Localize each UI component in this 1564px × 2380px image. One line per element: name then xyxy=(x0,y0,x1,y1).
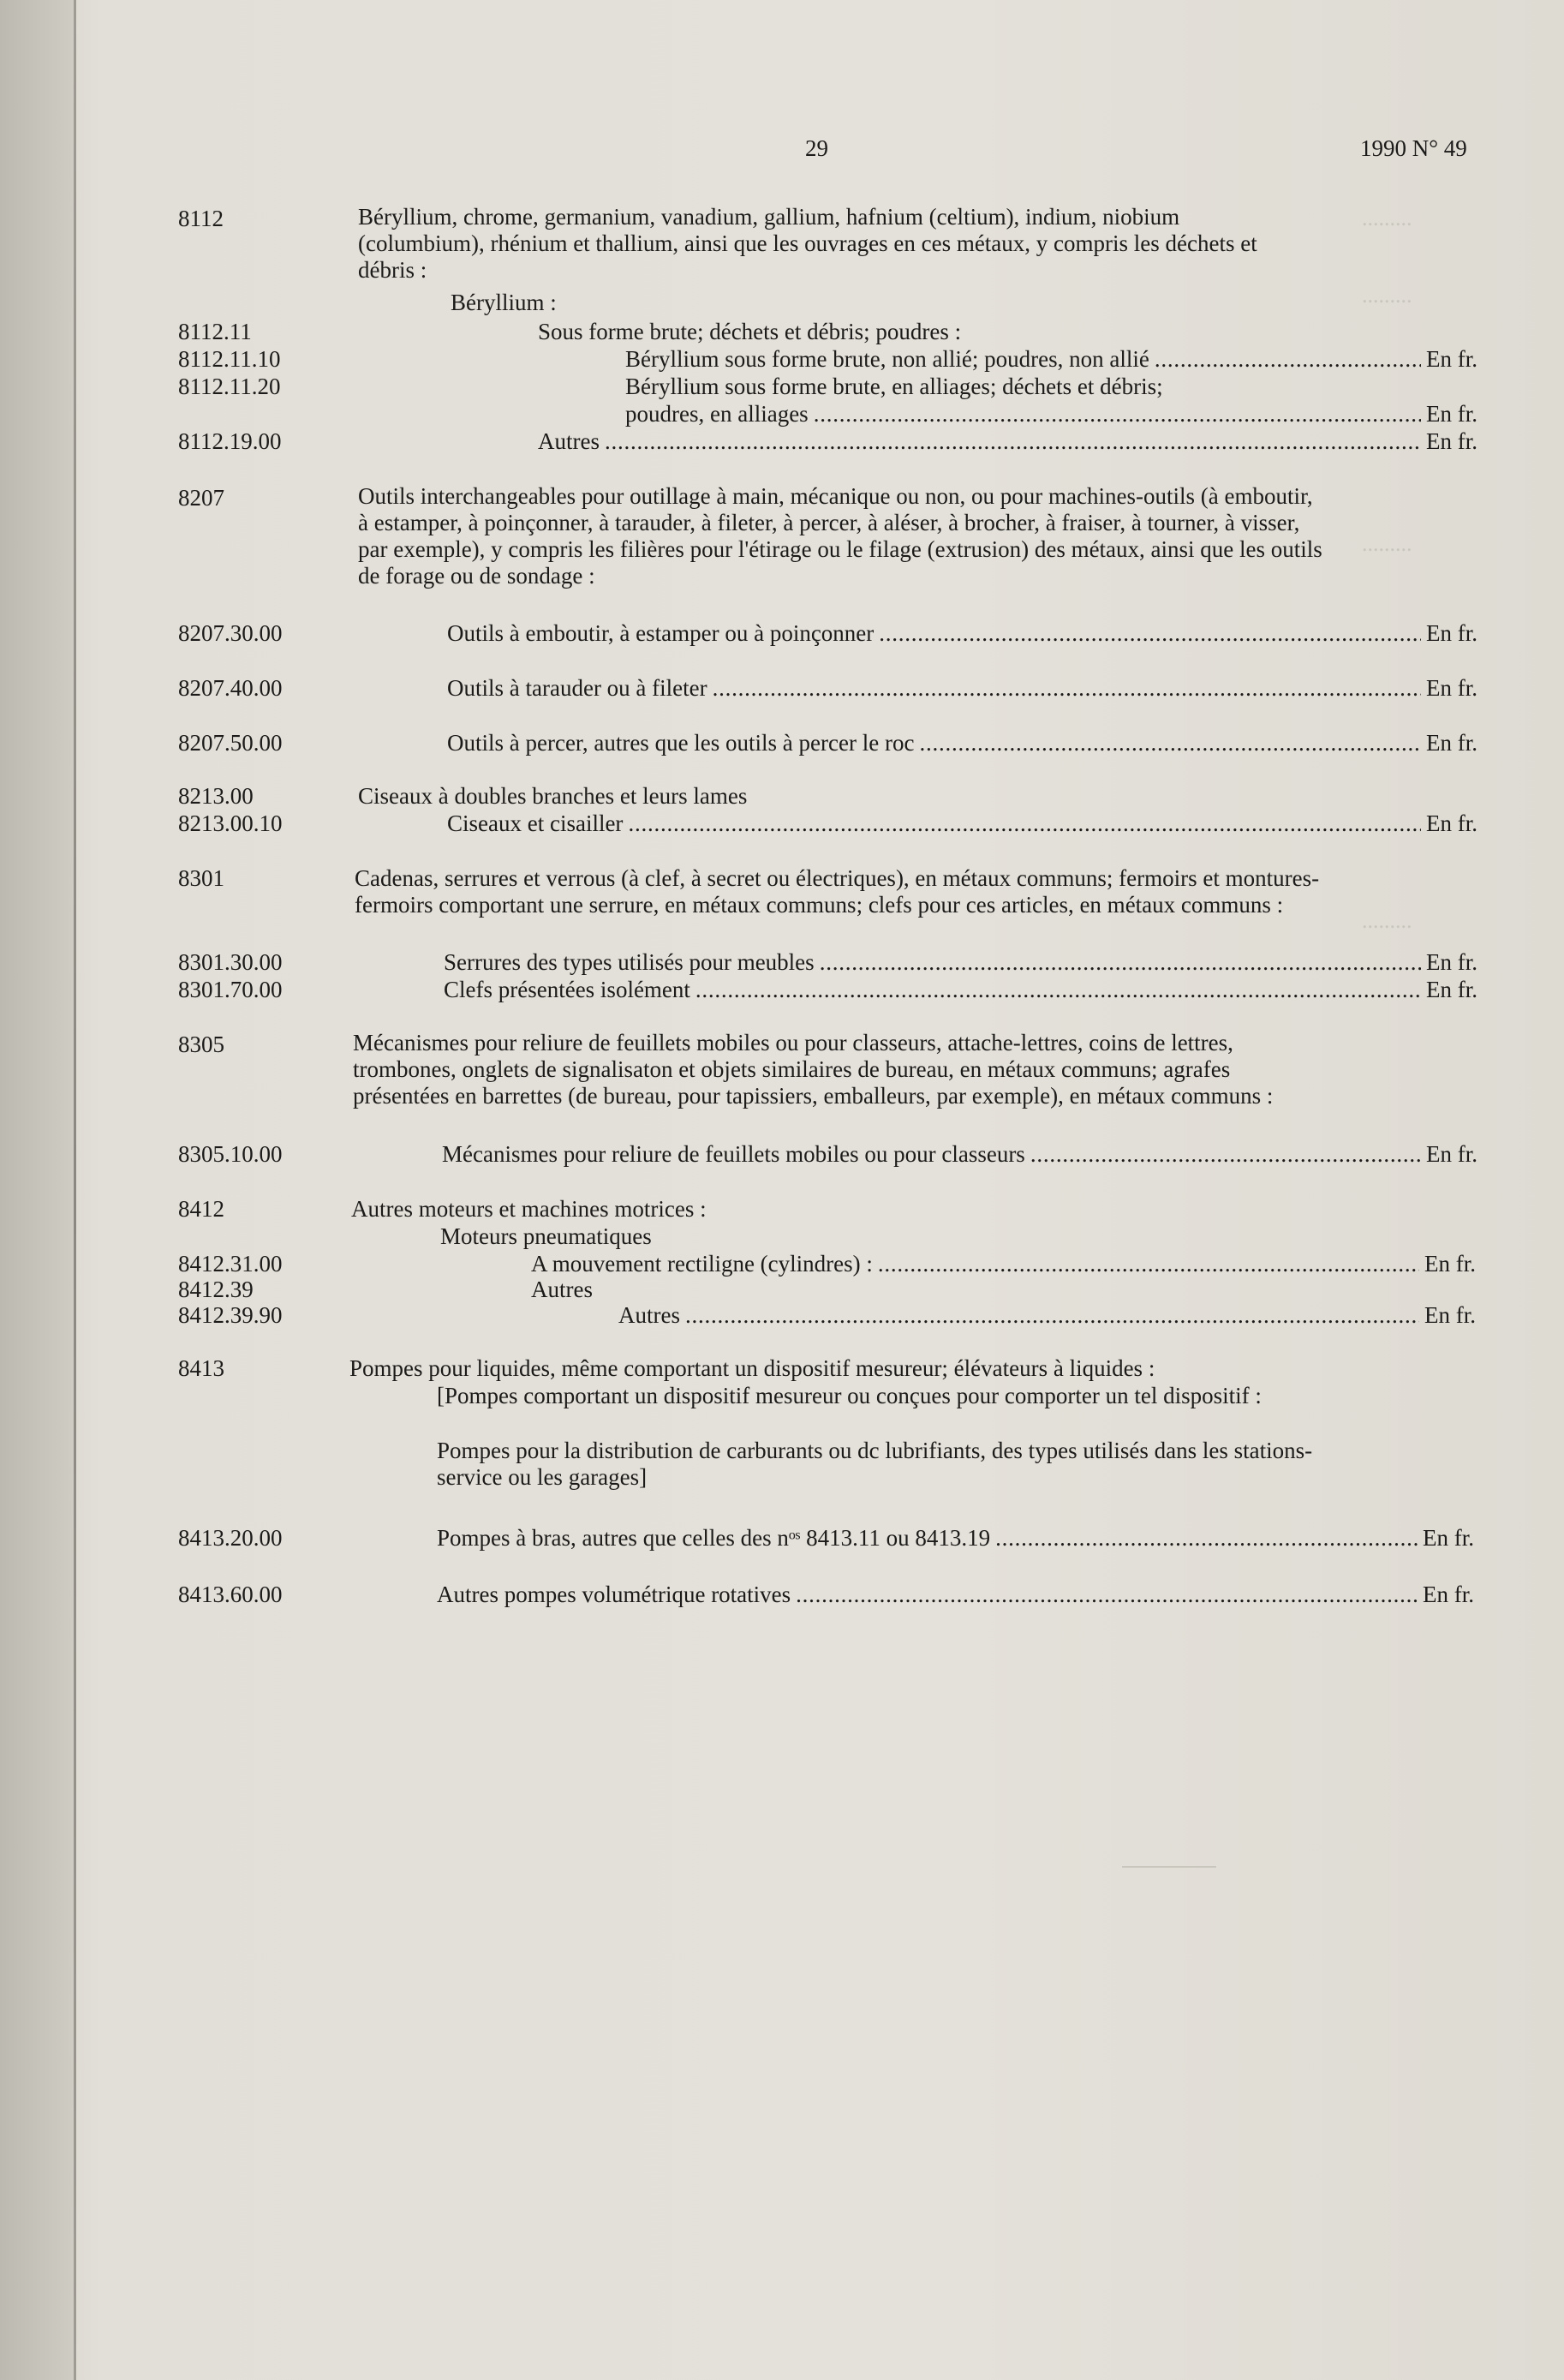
entry-value: En fr. xyxy=(1426,810,1477,836)
dot-leader xyxy=(713,675,1421,702)
entry-description: Outils à percer, autres que les outils à percer le roc xyxy=(447,730,915,756)
entry-description: Béryllium sous forme brute, en alliages; déchets et débris; xyxy=(625,374,1163,399)
tariff-line xyxy=(447,620,1477,647)
tariff-line xyxy=(625,401,1477,428)
entry-value: En fr. xyxy=(1423,1525,1474,1551)
entry-description: Pompes pour liquides, même comportant un dispositif mesureur; élévateurs à liquides : xyxy=(349,1355,1155,1381)
show-through-text: ......... xyxy=(1362,206,1412,230)
entry-description: Outils interchangeables pour outillage à main, mécanique ou non, ou pour machines-outils (à emboutir, à estamper, à poinçonner, à tarauder, à fileter, à percer, à aléser, à brocher, à fraiser, à tourner, à visser, par exemple), y compris les filières pour l'étirage ou le filage (extrusion) des métaux, ainsi que les outils de forage ou de sondage : xyxy=(358,483,1322,589)
show-through-text: ......... xyxy=(1362,531,1412,556)
tariff-line xyxy=(538,428,1477,455)
tariff-code: 8305.10.00 xyxy=(178,1141,283,1167)
entry-description: [Pompes comportant un dispositif mesureur ou conçues pour comporter un tel dispositif : xyxy=(437,1383,1262,1408)
dot-leader xyxy=(628,810,1421,837)
tariff-code: 8112.11.10 xyxy=(178,346,281,372)
tariff-code: 8207.40.00 xyxy=(178,675,283,701)
dot-leader xyxy=(1030,1141,1421,1168)
dot-leader xyxy=(919,730,1421,756)
entry-description: Béryllium : xyxy=(451,290,557,315)
entry-value: En fr. xyxy=(1426,675,1477,701)
entry-description: Ciseaux à doubles branches et leurs lames xyxy=(358,783,748,809)
entry-description: Autres xyxy=(531,1277,593,1302)
entry-value: En fr. xyxy=(1426,620,1477,646)
entry-description: Autres pompes volumétrique rotatives xyxy=(437,1582,791,1607)
tariff-code: 8412.39 xyxy=(178,1277,254,1302)
tariff-line xyxy=(437,1582,1474,1608)
dot-leader xyxy=(796,1582,1418,1608)
binding-line xyxy=(74,0,76,2380)
entry-value: En fr. xyxy=(1426,401,1477,427)
entry-description: Sous forme brute; déchets et débris; poudres : xyxy=(538,319,962,344)
tariff-code: 8412.31.00 xyxy=(178,1251,283,1277)
show-through-text: ......... xyxy=(1362,908,1412,933)
entry-description: Ciseaux et cisailler xyxy=(447,810,624,836)
entry-description: Moteurs pneumatiques xyxy=(440,1223,652,1249)
dot-leader xyxy=(879,620,1421,647)
tariff-code: 8301 xyxy=(178,865,224,891)
dot-leader xyxy=(878,1251,1419,1277)
tariff-code: 8301.30.00 xyxy=(178,949,283,975)
tariff-line xyxy=(618,1302,1476,1329)
entry-value: En fr. xyxy=(1426,1141,1477,1167)
entry-description: Clefs présentées isolément xyxy=(444,977,690,1002)
tariff-line xyxy=(531,1251,1476,1277)
tariff-line xyxy=(447,730,1477,756)
entry-value: En fr. xyxy=(1424,1302,1476,1328)
tariff-line xyxy=(442,1141,1477,1168)
entry-description: Béryllium, chrome, germanium, vanadium, gallium, hafnium (celtium), indium, niobium (columbium), rhénium et thallium, ainsi que les ouvrages en ces métaux, y compris les déchets et débris : xyxy=(358,204,1257,283)
entry-description: poudres, en alliages xyxy=(625,401,809,427)
entry-description: Béryllium sous forme brute, non allié; poudres, non allié xyxy=(625,346,1149,372)
dot-leader xyxy=(995,1525,1418,1552)
tariff-code: 8207.50.00 xyxy=(178,730,283,756)
tariff-code: 8112.11 xyxy=(178,319,252,344)
tariff-code: 8112 xyxy=(178,206,224,231)
entry-description: Outils à tarauder ou à fileter xyxy=(447,675,707,701)
entry-description: Pompes à bras, autres que celles des nᵒˢ 8413.11 ou 8413.19 xyxy=(437,1525,991,1551)
dot-leader xyxy=(685,1302,1419,1329)
entry-value: En fr. xyxy=(1426,977,1477,1002)
tariff-code: 8413.20.00 xyxy=(178,1525,283,1551)
entry-value: En fr. xyxy=(1426,428,1477,454)
entry-value: En fr. xyxy=(1426,346,1477,372)
tariff-line xyxy=(444,977,1477,1003)
tariff-code: 8305 xyxy=(178,1032,224,1057)
tariff-code: 8112.19.00 xyxy=(178,428,282,454)
entry-description: Autres xyxy=(618,1302,680,1328)
tariff-code: 8412 xyxy=(178,1196,224,1222)
tariff-line xyxy=(447,675,1477,702)
dot-leader xyxy=(605,428,1421,455)
tariff-code: 8207 xyxy=(178,485,224,511)
dot-leader xyxy=(1155,346,1421,373)
entry-description: Pompes pour la distribution de carburants ou dc lubrifiants, des types utilisés dans les stations-service ou les garages] xyxy=(437,1438,1313,1490)
entry-description: Serrures des types utilisés pour meubles xyxy=(444,949,815,975)
tariff-code: 8213.00 xyxy=(178,783,254,809)
tariff-line xyxy=(437,1525,1474,1552)
tariff-code: 8301.70.00 xyxy=(178,977,283,1002)
tariff-code: 8413.60.00 xyxy=(178,1582,283,1607)
tariff-code: 8112.11.20 xyxy=(178,374,281,399)
tariff-code: 8207.30.00 xyxy=(178,620,283,646)
page-number: 29 xyxy=(805,135,828,161)
dot-leader xyxy=(814,401,1421,428)
tariff-code: 8412.39.90 xyxy=(178,1302,283,1328)
entry-description: A mouvement rectiligne (cylindres) : xyxy=(531,1251,873,1277)
entry-description: Autres xyxy=(538,428,600,454)
tariff-code: 8413 xyxy=(178,1355,224,1381)
document-reference: 1990 N° 49 xyxy=(1360,135,1467,161)
tariff-line xyxy=(444,949,1477,976)
show-through-text: ......... xyxy=(1362,283,1412,308)
entry-description: Mécanismes pour reliure de feuillets mobiles ou pour classeurs, attache-lettres, coins de lettres, trombones, onglets de signalisaton et objets similaires de bureau, en métaux communs; agrafes présentées en barrettes (de bureau, pour tapissiers, emballeurs, par exemple), en métaux communs : xyxy=(353,1030,1274,1109)
dot-leader xyxy=(695,977,1421,1003)
paper-mark xyxy=(1122,1866,1216,1868)
entry-value: En fr. xyxy=(1426,949,1477,975)
entry-value: En fr. xyxy=(1426,730,1477,756)
dot-leader xyxy=(820,949,1421,976)
page-binding-edge xyxy=(0,0,74,2380)
entry-description: Mécanismes pour reliure de feuillets mobiles ou pour classeurs xyxy=(442,1141,1025,1167)
tariff-line xyxy=(625,346,1477,373)
entry-value: En fr. xyxy=(1424,1251,1476,1277)
entry-description: Outils à emboutir, à estamper ou à poinçonner xyxy=(447,620,875,646)
entry-description: Autres moteurs et machines motrices : xyxy=(351,1196,707,1222)
tariff-line xyxy=(447,810,1477,837)
tariff-code: 8213.00.10 xyxy=(178,810,283,836)
entry-value: En fr. xyxy=(1423,1582,1474,1607)
entry-description: Cadenas, serrures et verrous (à clef, à secret ou électriques), en métaux communs; fermoirs et montures-fermoirs comportant une serrure, en métaux communs; clefs pour ces articles, en métaux communs : xyxy=(355,865,1320,918)
